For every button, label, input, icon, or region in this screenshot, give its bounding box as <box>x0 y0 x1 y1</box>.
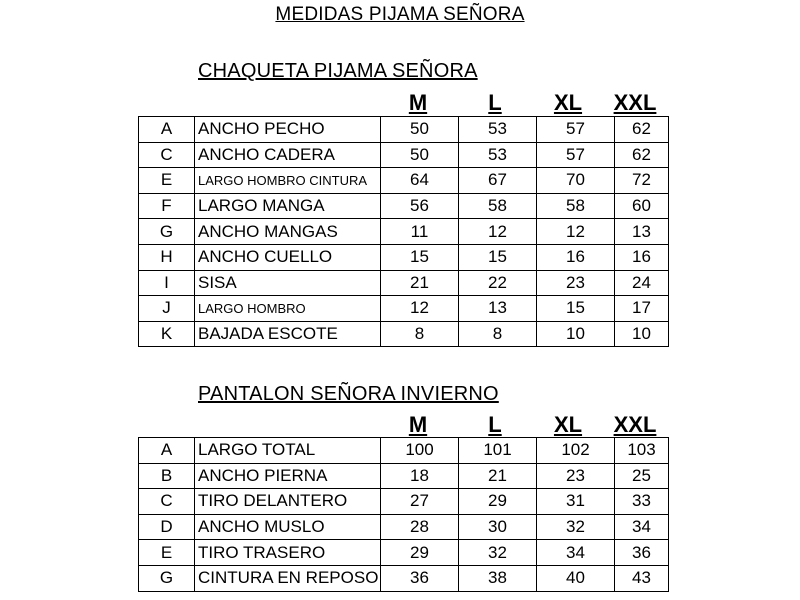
row-letter: A <box>139 438 195 464</box>
row-label: ANCHO MUSLO <box>195 514 381 540</box>
size-header-xxl: XXL <box>613 90 657 115</box>
size-value-xl: 12 <box>537 219 615 245</box>
row-label: TIRO TRASERO <box>195 540 381 566</box>
size-value-m: 64 <box>381 168 459 194</box>
size-value-m: 12 <box>381 296 459 322</box>
table-row <box>139 193 669 219</box>
size-value-xxl: 25 <box>615 463 669 489</box>
row-letter: A <box>139 117 195 143</box>
size-value-l: 53 <box>459 142 537 168</box>
size-value-xxl: 103 <box>615 438 669 464</box>
size-value-xxl: 62 <box>615 117 669 143</box>
row-letter: C <box>139 489 195 515</box>
size-value-m: 50 <box>381 117 459 143</box>
row-label: TIRO DELANTERO <box>195 489 381 515</box>
row-letter: E <box>139 168 195 194</box>
size-value-xl: 23 <box>537 463 615 489</box>
row-letter: G <box>139 219 195 245</box>
size-value-xl: 40 <box>537 565 615 591</box>
row-letter: F <box>139 193 195 219</box>
table-row <box>139 219 669 245</box>
row-label: ANCHO PIERNA <box>195 463 381 489</box>
size-header-xl: XL <box>553 412 583 437</box>
size-header-m: M <box>408 90 428 115</box>
size-value-l: 8 <box>459 321 537 347</box>
size-value-xxl: 34 <box>615 514 669 540</box>
size-value-xl: 57 <box>537 142 615 168</box>
size-value-m: 29 <box>381 540 459 566</box>
table-row <box>139 463 669 489</box>
size-value-m: 36 <box>381 565 459 591</box>
row-label: CINTURA EN REPOSO <box>195 565 381 591</box>
size-header-l: L <box>488 90 502 115</box>
row-letter: E <box>139 540 195 566</box>
size-value-l: 21 <box>459 463 537 489</box>
size-value-xxl: 24 <box>615 270 669 296</box>
row-label: LARGO TOTAL <box>195 438 381 464</box>
size-value-m: 15 <box>381 244 459 270</box>
size-value-m: 21 <box>381 270 459 296</box>
size-value-xxl: 17 <box>615 296 669 322</box>
size-value-m: 18 <box>381 463 459 489</box>
size-value-xl: 16 <box>537 244 615 270</box>
size-value-l: 13 <box>459 296 537 322</box>
pants-section-title: PANTALON SEÑORA INVIERNO <box>198 383 499 405</box>
size-value-m: 11 <box>381 219 459 245</box>
row-letter: C <box>139 142 195 168</box>
size-value-m: 56 <box>381 193 459 219</box>
table-row <box>139 168 669 194</box>
size-value-xl: 34 <box>537 540 615 566</box>
table-row <box>139 142 669 168</box>
row-letter: H <box>139 244 195 270</box>
size-value-m: 100 <box>381 438 459 464</box>
size-value-l: 101 <box>459 438 537 464</box>
size-value-l: 67 <box>459 168 537 194</box>
size-value-xl: 57 <box>537 117 615 143</box>
size-value-xxl: 43 <box>615 565 669 591</box>
size-value-xxl: 36 <box>615 540 669 566</box>
size-value-xxl: 16 <box>615 244 669 270</box>
pants-table-body <box>139 438 669 592</box>
table-row <box>139 514 669 540</box>
size-value-xl: 102 <box>537 438 615 464</box>
size-value-l: 29 <box>459 489 537 515</box>
row-label: ANCHO MANGAS <box>195 219 381 245</box>
pants-table <box>138 437 669 592</box>
size-value-l: 22 <box>459 270 537 296</box>
table-row <box>139 244 669 270</box>
size-value-l: 58 <box>459 193 537 219</box>
row-label: LARGO MANGA <box>195 193 381 219</box>
size-value-l: 12 <box>459 219 537 245</box>
size-value-xl: 58 <box>537 193 615 219</box>
page-title: MEDIDAS PIJAMA SEÑORA <box>275 4 525 25</box>
row-label: ANCHO PECHO <box>195 117 381 143</box>
size-value-m: 50 <box>381 142 459 168</box>
row-label: LARGO HOMBRO <box>195 296 381 322</box>
size-value-m: 27 <box>381 489 459 515</box>
size-value-m: 28 <box>381 514 459 540</box>
size-value-xl: 32 <box>537 514 615 540</box>
row-letter: J <box>139 296 195 322</box>
size-value-xxl: 62 <box>615 142 669 168</box>
table-row <box>139 321 669 347</box>
table-row <box>139 296 669 322</box>
jacket-table <box>138 116 669 347</box>
table-row <box>139 270 669 296</box>
size-value-m: 8 <box>381 321 459 347</box>
size-value-l: 30 <box>459 514 537 540</box>
table-row <box>139 117 669 143</box>
row-letter: D <box>139 514 195 540</box>
row-letter: G <box>139 565 195 591</box>
jacket-section-title: CHAQUETA PIJAMA SEÑORA <box>198 60 478 82</box>
table-row <box>139 438 669 464</box>
jacket-table-body <box>139 117 669 347</box>
size-header-xxl: XXL <box>613 412 657 437</box>
size-value-l: 38 <box>459 565 537 591</box>
size-value-xl: 23 <box>537 270 615 296</box>
row-letter: I <box>139 270 195 296</box>
size-value-xl: 10 <box>537 321 615 347</box>
size-value-xl: 70 <box>537 168 615 194</box>
size-value-xxl: 10 <box>615 321 669 347</box>
size-value-l: 53 <box>459 117 537 143</box>
size-value-xxl: 60 <box>615 193 669 219</box>
row-letter: K <box>139 321 195 347</box>
size-value-xxl: 13 <box>615 219 669 245</box>
size-value-xxl: 72 <box>615 168 669 194</box>
size-value-l: 15 <box>459 244 537 270</box>
size-header-m: M <box>408 412 428 437</box>
row-label: ANCHO CADERA <box>195 142 381 168</box>
size-value-xl: 15 <box>537 296 615 322</box>
table-row <box>139 489 669 515</box>
table-row <box>139 565 669 591</box>
row-label: BAJADA ESCOTE <box>195 321 381 347</box>
size-value-xl: 31 <box>537 489 615 515</box>
row-label: LARGO HOMBRO CINTURA <box>195 168 381 194</box>
table-row <box>139 540 669 566</box>
row-letter: B <box>139 463 195 489</box>
size-value-l: 32 <box>459 540 537 566</box>
size-header-xl: XL <box>553 90 583 115</box>
row-label: SISA <box>195 270 381 296</box>
row-label: ANCHO CUELLO <box>195 244 381 270</box>
size-value-xxl: 33 <box>615 489 669 515</box>
size-header-l: L <box>488 412 502 437</box>
